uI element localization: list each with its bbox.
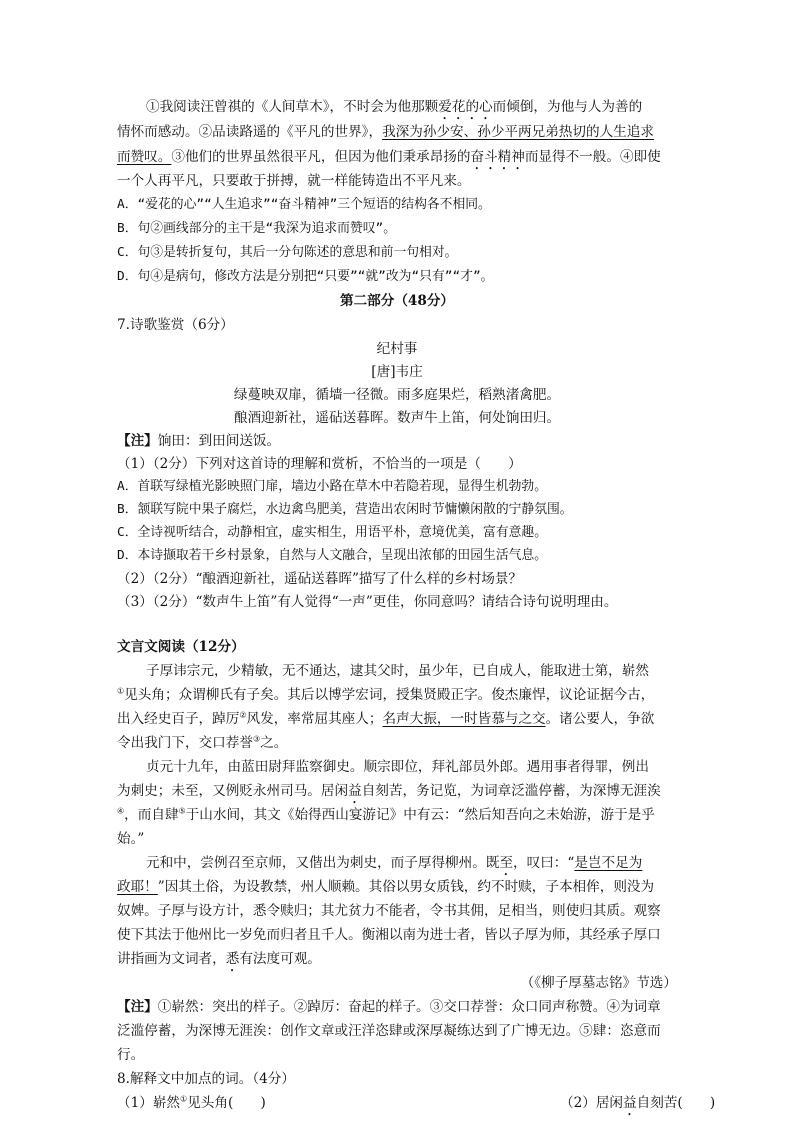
option-c: C．句③是转折复句，其后一分句陈述的意思和前一句相对。: [117, 245, 458, 260]
dotted-word: 悉: [225, 951, 240, 967]
option-d: D．句④是病句，修改方法是分别把“只要”“就”改为“只有”“才”。: [117, 269, 494, 284]
text: ，而自肆: [124, 807, 179, 823]
q7-sub3: （3）（2分）“数声牛上笛”有人觉得“一声”更佳，你同意吗？请结合诗句说明理由。: [117, 594, 618, 610]
q8-items: [117, 1092, 716, 1114]
dotted-word: 至: [499, 855, 514, 871]
q7-option-a: A．首联写绿植光影映照门扉，墙边小路在草木中若隐若现，显得生机勃勃。: [117, 479, 548, 494]
text: 有法度可观。: [239, 951, 321, 967]
text: 自刻苦，务记览，为词章泛滥停蓄，为深博无涯涘: [361, 783, 661, 799]
text: ③他们的世界虽然很平凡，但因为他们秉承昂扬的: [171, 149, 471, 165]
text: 出入经史百子，踔厉: [117, 711, 240, 727]
classical-p2-l1: 贞元十九年，由蓝田尉拜监察御史。顺宗即位，拜礼部员外郎。遇用事者得罪，例出: [146, 759, 649, 775]
option-a: A．“爱花的心”“人生追求”“奋斗精神”三个短语的结构各不相同。: [117, 197, 491, 212]
q7-option-b: B．颔联写院中果子腐烂，水边禽鸟肥美，营造出农闲时节慵懒闲散的宁静氛围。: [117, 502, 573, 517]
text: ①我阅读汪曾祺的《人间草木》，不时会为他那颗: [146, 99, 439, 115]
dotted-phrase: 奋斗精神: [470, 149, 525, 165]
text: 而倾倒，为他与人为善的: [492, 99, 643, 115]
text: 为刺史；未至，又例贬永州司马。居闲: [117, 783, 349, 799]
q7-option-d: D．本诗撷取若干乡村景象，自然与人文融合，呈现出浓郁的田园生活气息。: [117, 548, 548, 563]
classical-p3-l3: 奴婢。子厚与设方计，悉令赎归；其尤贫力不能者，令书其佣，足相当，则使归其质。观察: [117, 903, 661, 919]
classical-title: 文言文阅读（12分）: [117, 639, 245, 655]
poem-title: 纪村事: [376, 341, 418, 357]
q8-title: 8.解释文中加点的词。（4分）: [117, 1071, 295, 1087]
q7-sub1: （1）（2分）下列对这首诗的理解和赏析，不恰当的一项是（ ）: [117, 456, 522, 472]
dotted-phrase: 爱花的心: [438, 99, 493, 115]
classical-p2-l4: 始。”: [117, 831, 145, 847]
footnote-mark: ②: [239, 710, 247, 720]
text: （1）崭然: [117, 1095, 181, 1111]
poem-line-2: 酿酒迎新社，遥砧送暮晖。数声牛上笛，何处饷田归。: [233, 410, 561, 426]
classical-p2-l2: [117, 780, 677, 807]
text: （2）居闲: [560, 1095, 624, 1111]
q7-title: 7.诗歌鉴赏（6分）: [117, 317, 234, 333]
q7-option-c: C．全诗视听结合，动静相宜，虚实相生，用语平朴，意境优美，富有意趣。: [117, 525, 548, 540]
dotted-word: 益: [623, 1095, 637, 1111]
note-text: 饷田：到田间送饭。: [157, 433, 281, 449]
classical-p3-l1: [146, 852, 677, 879]
classical-p1-l2: [117, 684, 677, 706]
text: 。诸公要人，争欲: [545, 711, 655, 727]
text: 之。: [260, 735, 288, 751]
footnote-mark: ①: [117, 686, 125, 696]
text: 见头角( ): [187, 1095, 266, 1111]
classical-p3-l2: [117, 876, 677, 898]
footnote-mark: ③: [252, 734, 261, 744]
text: 见头角；众谓柳氏有子矣。其后以博学宏词，授集贤殿正字。俊杰廉悍，议论证据今古，: [124, 687, 655, 703]
poem-author: [唐]韦庄: [371, 364, 423, 380]
q7-sub2: （2）（2分）“酿酒迎新社，遥砧送暮晖”描写了什么样的乡村场景？: [117, 571, 523, 587]
classical-note-l3: 行。: [117, 1047, 145, 1063]
poem-note: [117, 430, 677, 452]
text: 于山水间，其文《始得西山宴游记》中有云：“然后知吾向之未始游，游于是乎: [185, 807, 655, 823]
classical-source: （《柳子厚墓志铭》节选）: [520, 975, 677, 991]
classical-p3-l5: [117, 948, 677, 975]
passage-line-4: 一个人再平凡，只要敢于拼搏，就一样能铸造出不平凡来。: [117, 173, 471, 189]
classical-note-l1: [117, 996, 677, 1018]
underlined-phrase: 而赞叹。: [117, 149, 172, 165]
text: 讲指画为文词者，: [117, 951, 226, 967]
passage-line-3: [117, 146, 677, 173]
footnote-mark: ④: [117, 806, 125, 816]
poem-line-1: 绿蔓映双扉，循墙一径微。雨多庭果烂，稻熟渚禽肥。: [233, 387, 561, 403]
footnote-mark: ⑤: [178, 806, 186, 816]
note-label: 【注】: [117, 999, 158, 1015]
q8-item-2: [560, 1092, 715, 1119]
footnote-mark: ①: [180, 1094, 188, 1104]
text: 元和中，尝例召至京师，又偕出为刺史，而子厚得柳州。既: [146, 855, 500, 871]
classical-p3-l4: 使下其法于他州比一岁免而归者且千人。衡湘以南为进士者，皆以子厚为师，其经承子厚口: [117, 927, 661, 943]
underlined-phrase: 政耶！: [117, 879, 158, 895]
text: 风发，率常屈其座人；: [246, 711, 383, 727]
text: ，叹曰：“: [513, 855, 575, 871]
text: 自刻苦( ): [636, 1095, 716, 1111]
part2-heading: 第二部分（48分）: [339, 293, 455, 309]
text: ”因其土俗，为设教禁，州人顺赖。其俗以男女质钱，约不时赎，子本相侔，则没为: [157, 879, 655, 895]
note-label: 【注】: [117, 433, 158, 449]
classical-note-l2: 泛滥停蓄，为深博无涯涘：创作文章或汪洋恣肆或深厚凝练达到了广博无边。⑤肆：恣意而: [117, 1023, 661, 1039]
classical-p1-l4: [117, 732, 677, 754]
classical-p2-l3: [117, 804, 677, 826]
underlined-phrase: 我深为孙少安、孙少平两兄弟热切的人生追求: [382, 124, 654, 140]
note-text: ①崭然：突出的样子。②踔厉：奋起的样子。③交口荐誉：众口同声称赞。④为词章: [157, 999, 661, 1015]
underlined-phrase: 名声大振，一时皆慕与之交: [382, 711, 546, 727]
classical-p1-l1: 子厚讳宗元，少精敏，无不通达，逮其父时，虽少年，已自成人，能取进士第，崭然: [146, 663, 649, 679]
dotted-word: 益: [348, 783, 362, 799]
text: 而显得不一般。④即使: [524, 149, 661, 165]
underlined-phrase: 是岂不足为: [574, 855, 643, 871]
q8-item-1: [117, 1095, 266, 1111]
passage-line-2: [117, 121, 677, 143]
text: 令出我门下，交口荐誉: [117, 735, 253, 751]
text: 情怀而感动。②品读路遥的《平凡的世界》，: [117, 124, 383, 140]
classical-p1-l3: [117, 708, 677, 730]
option-b: B．句②画线部分的主干是“我深为追求而赞叹”。: [117, 221, 397, 236]
passage-line-1: [146, 96, 677, 123]
